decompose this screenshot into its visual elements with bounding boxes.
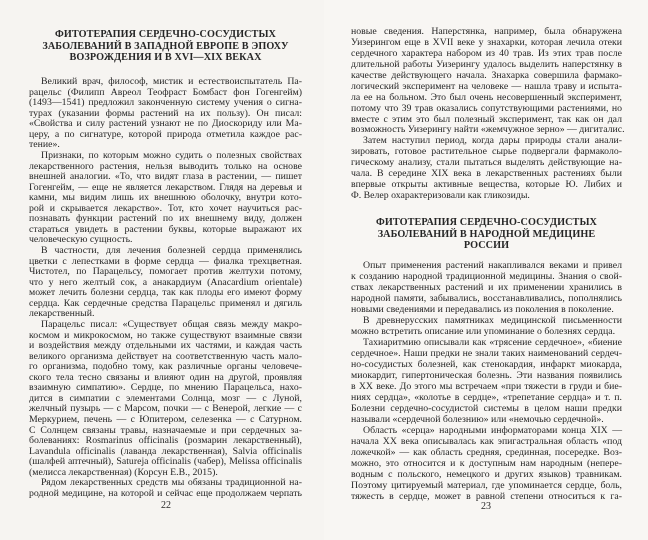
text-line: называли «сердечной болезнию» или «немочью сердечной». [351, 414, 604, 425]
section-heading [29, 29, 302, 64]
text-line: в XX веке. До этого мы встречаем «при тяжести в груди и бие- [351, 381, 622, 392]
text-line: Меркурием, печень — с Юпитером, селезенка — с Сатурном. [29, 414, 302, 425]
text-line: великого организма действует на соответственную часть мало- [29, 350, 302, 362]
text-line: впервые открыты активные вещества, которые Ю. Либих и [351, 179, 622, 191]
text-line: Тахиаритмию описывали как «трясение сердечное», «биение [363, 337, 622, 348]
text-line: С Солнцем связаны травы, назначаемые и при сердечных за- [29, 424, 302, 436]
page-body-text [351, 260, 622, 502]
text-line: Болезни сердечно-сосудистой системы в целом наши предки [351, 403, 622, 414]
text-line: стараться увидеть в растении буквы, которые выражают их [29, 223, 302, 235]
heading-line: РОССИИ [463, 240, 510, 252]
text-line: к созданию народной традиционной медицины. Знания о свой- [351, 271, 622, 282]
text-line: сердечного характера набором из 40 трав. Из этих трав после [351, 47, 622, 59]
heading-line: ВОЗРОЖДЕНИЯ И В XVI—XIX ВЕКАХ [69, 52, 262, 64]
text-line: логический эксперимент на человеке — нашла траву и испыта- [351, 80, 622, 92]
text-line: В частности, для лечения болезней сердца применялись [41, 245, 302, 256]
text-line: ла ее на больном. Это был очень несовершенный эксперимент, [351, 91, 622, 103]
heading-line: ЗАБОЛЕВАНИЙ В ЗАПАДНОЙ ЕВРОПЕ В ЭПОХУ [42, 40, 289, 52]
text-line: Гогенгейм, — еще не является лекарством. Глядя на деревья и [29, 181, 302, 193]
text-line: новые сведения. Наперстянка, например, была обнаружена [351, 26, 622, 37]
text-line: зировать, готовое растительное сырье подвергали фармаколо- [351, 146, 622, 158]
text-line: сердца. Как сердечные средства Парацельс применял и дягиль [29, 297, 302, 309]
text-line: родной медицине, на которой и сейчас еще продолжаем черпать [29, 487, 302, 499]
text-line: го организма, подобно тому, как различные органы человече- [29, 361, 302, 373]
heading-line: ЗАБОЛЕВАНИЙ В НАРОДНОЙ МЕДИЦИНЕ [377, 228, 596, 240]
text-line: Парацельс писал: «Существует общая связь между макро- [41, 318, 302, 330]
text-line: Область «серца» народными информаторами конца XIX — [363, 425, 622, 436]
page-body-text [29, 77, 302, 500]
text-line: качестве действующего начала. Знахарка совершила фармако- [351, 69, 622, 81]
text-line: космом и микрокосмом, но также существуют взаимные связи [29, 329, 302, 341]
text-line: познавать функции растений по их внешнему виду, должен [29, 213, 302, 225]
text-line: взаимную симпатию». Сердце, по мнению Парацельса, нахо- [29, 382, 302, 394]
text-line: желчный пузырь — с Марсом, почки — с Венерой, легкие — с [29, 403, 302, 415]
text-line: чала. В середине XIX века в лекарственных растениях были [351, 168, 622, 180]
text-line: но-сосудистых болезней, как стенокардия, инфаркт миокарда, [351, 359, 622, 370]
text-line: новыми сведениями и передавались из поколения в поколение. [351, 304, 614, 315]
text-line: можно встретить описание или упоминание о болезнях сердца. [351, 326, 616, 337]
text-line: что у него желтый сок, а анакардиум (Anacardium orientale) [29, 276, 302, 288]
text-line: Поэтому цитируемый материал, где упоминается сердце, боль, [351, 480, 622, 491]
text-line: тение». [29, 139, 60, 151]
text-line: турах (указании формы растений на их пользу). Он писал: [29, 107, 302, 119]
text-line: потому что 39 трав оказались сопутствующими растениями, но [351, 102, 622, 114]
section-heading [351, 217, 622, 252]
text-line: внешней аналогии. «То, что видят глаза в растении, — пишет [29, 171, 302, 183]
text-line: гическому анализу, стали пытаться выделять действующие на- [351, 157, 622, 169]
text-line: Опыт применения растений накапливался веками и привел [363, 260, 622, 271]
text-line: Великий врач, философ, мистик и естествоиспытатель Па- [41, 76, 302, 87]
text-line: тяжесть в сердце, может в равной степени относиться к га- [351, 491, 622, 502]
text-line: цветки с лепестками в форме сердца — фиалка трехцветная. [29, 255, 302, 267]
text-line: (мелисса лекарственная) (Корсун Е.В., 2015). [29, 466, 218, 478]
text-line: В древнерусских памятниках медицинской письменности [363, 315, 622, 326]
text-line: церу, а по сигнатуре, которой природа отметила каждое рас- [29, 128, 302, 140]
text-line: Признаки, по которым можно судить о полезных свойствах [41, 149, 302, 161]
text-line: длительной работы Уизерингу удалось выделить наперстянку в [351, 58, 622, 70]
text-line: народной памяти, забывались, восстанавливались, пополнялись [351, 293, 622, 304]
text-line: рой и скрывается лекарство». Тот, кто хочет научиться рас- [29, 202, 302, 214]
text-line: болеваниях: Rosmarinus officinalis (розмарин лекарственный), [29, 435, 302, 447]
text-line: ского тела тесно связаны и влияют один на другой, проявляя [29, 371, 302, 383]
page-number: 23 [481, 501, 491, 512]
text-line: камни, мы видим лишь их внешнюю оболочку, внутри кото- [29, 192, 302, 204]
text-line: (шалфей аптечный), Satureja officinalis (чабер), Melissa officinalis [29, 456, 302, 468]
text-line: рацельс (Филипп Авреол Теофраст Бомбаст фон Гогенгейм) [29, 86, 302, 98]
heading-line: ФИТОТЕРАПИЯ СЕРДЕЧНО-СОСУДИСТЫХ [375, 217, 598, 228]
text-line: возможность Уизерингу найти «жемчужное зерно» — дигиталис. [351, 124, 625, 136]
text-line: Уизерингом еще в XVII веке у знахарки, которая лечила отеки [351, 36, 622, 48]
text-line: может лечить болезни сердца, так как плоды его имеют форму [29, 287, 302, 299]
text-line: ниях сердца», «колотье в сердце», «трепетание сердца» и т. п. [351, 392, 622, 403]
page-number: 22 [161, 500, 171, 511]
text-line: лекарственный. [29, 308, 95, 320]
right-page [324, 0, 648, 540]
text-line: Затем наступил период, когда дары природы стали анали- [363, 135, 622, 147]
text-line: вместе с этим это был полезный эксперимент, так как он дал [351, 113, 622, 125]
text-line: миокардит, гипертоническая болезнь. Эти названия появились [351, 370, 622, 381]
text-line: Рядом лекарственных средств мы обязаны традиционной на- [41, 477, 302, 489]
page-body-text [351, 26, 625, 202]
heading-line: ФИТОТЕРАПИЯ СЕРДЕЧНО-СОСУДИСТЫХ [54, 29, 277, 40]
text-line: и воздействия между отдельными их частями, и каждая часть [29, 340, 302, 352]
text-line: ствах лекарственных растений и их применении хранились в [351, 282, 622, 293]
text-line: «Свойства и силу растений узнают не по Диоскориду или Ма- [29, 118, 302, 130]
text-line: (1493—1541) предложил законченную систему учения о сигна- [29, 97, 302, 109]
text-line: ложечкой» — как область средняя, срединная, посередке. Воз- [351, 447, 622, 458]
text-line: Ф. Велер охарактеризовали как гликозиды. [351, 190, 530, 202]
text-line: можно, это относится и к доступным нам народным (непере- [351, 458, 622, 469]
text-line: дится в симпатии с элементами Солнца, мозг — с Луной, [29, 392, 302, 404]
text-line: Чистотел, по Парацельсу, помогает против желтухи потому, [29, 266, 302, 278]
text-line: человеческую сущность. [29, 234, 133, 246]
text-line: начала XX века описывалась как эпигастральная область «под [351, 436, 622, 447]
text-line: водным с польского, немецкого и других языков) травникам. [351, 469, 622, 480]
text-line: сердечное». Наши предки не знали таких наименований сердеч- [351, 348, 622, 359]
text-line: лекарственного растения, нельзя выводить только на основе [29, 160, 302, 172]
text-line: Lavandula officinalis (лаванда лекарственная), Salvia officinalis [29, 445, 302, 457]
